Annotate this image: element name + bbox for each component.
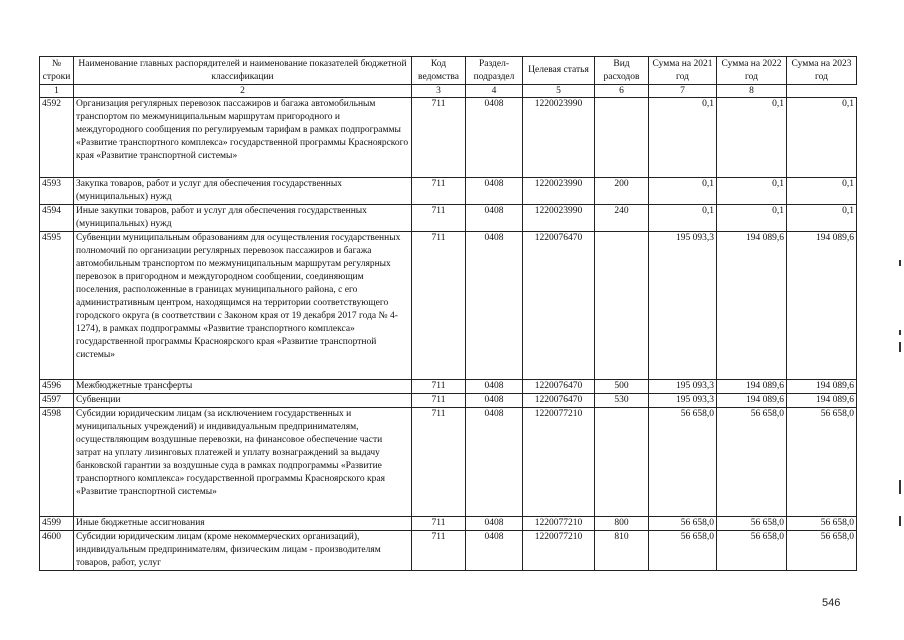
row-code: 711 xyxy=(412,98,466,178)
row-kind xyxy=(595,232,649,380)
row-code: 711 xyxy=(412,380,466,394)
column-number: 2 xyxy=(74,85,412,98)
row-section: 0408 xyxy=(466,205,523,232)
scan-mark xyxy=(899,330,901,335)
row-number: 4599 xyxy=(40,517,74,531)
row-number: 4595 xyxy=(40,232,74,380)
table-row xyxy=(40,232,857,380)
row-kind: 200 xyxy=(595,178,649,205)
row-code: 711 xyxy=(412,531,466,571)
row-sum-2023: 0,1 xyxy=(787,178,857,205)
row-sum-2021: 195 093,3 xyxy=(649,380,717,394)
column-number: 4 xyxy=(466,85,523,98)
row-sum-2022: 0,1 xyxy=(717,205,787,232)
row-number: 4600 xyxy=(40,531,74,571)
header-kind: Вид расходов xyxy=(595,57,649,85)
row-sum-2021: 195 093,3 xyxy=(649,232,717,380)
row-sum-2023: 0,1 xyxy=(787,98,857,178)
row-kind: 530 xyxy=(595,394,649,408)
row-sum-2023: 56 658,0 xyxy=(787,531,857,571)
row-name: Иные закупки товаров, работ и услуг для обеспечения государственных (муниципальных) нужд xyxy=(74,205,412,232)
row-sum-2021: 56 658,0 xyxy=(649,517,717,531)
row-sum-2021: 56 658,0 xyxy=(649,408,717,517)
row-sum-2022: 56 658,0 xyxy=(717,517,787,531)
row-target: 1220023990 xyxy=(523,178,595,205)
scan-mark xyxy=(899,480,901,494)
row-name: Организация регулярных перевозок пассажиров и багажа автомобильным транспортом по межмуниципальным маршрутам пригородного и междугородного сообщения по регулируемым тарифам в рамках подпрограммы «Развитие транспортного комплекса» государственной программы Красноярского края «Развитие транспортной системы» xyxy=(74,98,412,178)
row-sum-2023: 194 089,6 xyxy=(787,232,857,380)
row-target: 1220077210 xyxy=(523,408,595,517)
header-sum-2021: Сумма на 2021 год xyxy=(649,57,717,85)
column-number-row xyxy=(40,85,857,98)
row-sum-2022: 194 089,6 xyxy=(717,232,787,380)
row-sum-2023: 56 658,0 xyxy=(787,408,857,517)
row-name: Закупка товаров, работ и услуг для обеспечения государственных (муниципальных) нужд xyxy=(74,178,412,205)
row-number: 4593 xyxy=(40,178,74,205)
row-section: 0408 xyxy=(466,178,523,205)
row-target: 1220077210 xyxy=(523,517,595,531)
row-name: Иные бюджетные ассигнования xyxy=(74,517,412,531)
header-no: № строки xyxy=(40,57,74,85)
row-kind: 800 xyxy=(595,517,649,531)
column-number: 1 xyxy=(40,85,74,98)
row-sum-2022: 0,1 xyxy=(717,178,787,205)
scan-mark xyxy=(899,260,901,266)
row-code: 711 xyxy=(412,394,466,408)
row-number: 4598 xyxy=(40,408,74,517)
row-code: 711 xyxy=(412,205,466,232)
table-row xyxy=(40,178,857,205)
row-name: Субвенции xyxy=(74,394,412,408)
row-section: 0408 xyxy=(466,98,523,178)
row-target: 1220023990 xyxy=(523,98,595,178)
row-sum-2023: 0,1 xyxy=(787,205,857,232)
row-section: 0408 xyxy=(466,394,523,408)
row-sum-2022: 56 658,0 xyxy=(717,408,787,517)
row-sum-2022: 194 089,6 xyxy=(717,394,787,408)
column-number: 8 xyxy=(717,85,787,98)
row-code: 711 xyxy=(412,232,466,380)
row-number: 4592 xyxy=(40,98,74,178)
row-sum-2022: 194 089,6 xyxy=(717,380,787,394)
row-target: 1220023990 xyxy=(523,205,595,232)
budget-table xyxy=(39,56,857,571)
page-number: 546 xyxy=(822,597,841,609)
table-row xyxy=(40,408,857,517)
row-number: 4597 xyxy=(40,394,74,408)
row-code: 711 xyxy=(412,178,466,205)
row-kind xyxy=(595,408,649,517)
column-number: 7 xyxy=(649,85,717,98)
header-name: Наименование главных распорядителей и наименование показателей бюджетной классификации xyxy=(74,57,412,85)
row-section: 0408 xyxy=(466,531,523,571)
table-row xyxy=(40,98,857,178)
row-name: Межбюджетные трансферты xyxy=(74,380,412,394)
scan-mark xyxy=(899,516,901,526)
row-section: 0408 xyxy=(466,408,523,517)
row-kind: 240 xyxy=(595,205,649,232)
row-name: Субвенции муниципальным образованиям для осуществления государственных полномочий по организации регулярных перевозок пассажиров и багажа автомобильным транспортом по межмуниципальным маршрутам регулярных перевозок в пригородном и междугородном сообщении, соединяющим поселения, расположенные в границах муниципального района, с его административным центром, находящимся на территории соответствующего городского округа (в соответствии с Законом края от 19 декабря 2017 года № 4-1274), в рамках подпрограммы «Развитие транспортного комплекса» государственной программы Красноярского края «Развитие транспортной системы» xyxy=(74,232,412,380)
header-target: Целевая статья xyxy=(523,57,595,85)
row-target: 1220076470 xyxy=(523,232,595,380)
row-sum-2021: 0,1 xyxy=(649,98,717,178)
table-row xyxy=(40,517,857,531)
column-number: 6 xyxy=(595,85,649,98)
row-sum-2023: 56 658,0 xyxy=(787,517,857,531)
row-name: Субсидии юридическим лицам (за исключением государственных и муниципальных учреждений) и индивидуальным предпринимателям, осуществляющим воздушные перевозки, на финансовое обеспечение части затрат на уплату лизинговых платежей и уплату вознаграждений за выдачу банковской гарантии за воздушные суда в рамках подпрограммы «Развитие транспортного комплекса» государственной программы Красноярского края «Развитие транспортной системы» xyxy=(74,408,412,517)
row-section: 0408 xyxy=(466,517,523,531)
table-row xyxy=(40,205,857,232)
header-code: Код ведомства xyxy=(412,57,466,85)
header-section: Раздел-подраздел xyxy=(466,57,523,85)
row-kind xyxy=(595,98,649,178)
column-number: 5 xyxy=(523,85,595,98)
row-name: Субсидии юридическим лицам (кроме некоммерческих организаций), индивидуальным предпринимателям, физическим лицам - производителям товаров, работ, услуг xyxy=(74,531,412,571)
row-section: 0408 xyxy=(466,232,523,380)
header-sum-2023: Сумма на 2023 год xyxy=(787,57,857,85)
scan-mark xyxy=(899,342,901,352)
row-sum-2021: 0,1 xyxy=(649,205,717,232)
row-kind: 810 xyxy=(595,531,649,571)
row-sum-2022: 0,1 xyxy=(717,98,787,178)
row-kind: 500 xyxy=(595,380,649,394)
row-sum-2023: 194 089,6 xyxy=(787,380,857,394)
row-section: 0408 xyxy=(466,380,523,394)
row-number: 4594 xyxy=(40,205,74,232)
row-target: 1220077210 xyxy=(523,531,595,571)
header-row xyxy=(40,57,857,85)
row-code: 711 xyxy=(412,408,466,517)
row-sum-2022: 56 658,0 xyxy=(717,531,787,571)
row-sum-2021: 56 658,0 xyxy=(649,531,717,571)
header-sum-2022: Сумма на 2022 год xyxy=(717,57,787,85)
row-target: 1220076470 xyxy=(523,380,595,394)
row-sum-2021: 0,1 xyxy=(649,178,717,205)
row-target: 1220076470 xyxy=(523,394,595,408)
table-row xyxy=(40,531,857,571)
table-row xyxy=(40,394,857,408)
row-number: 4596 xyxy=(40,380,74,394)
column-number: 3 xyxy=(412,85,466,98)
row-sum-2021: 195 093,3 xyxy=(649,394,717,408)
row-sum-2023: 194 089,6 xyxy=(787,394,857,408)
table-row xyxy=(40,380,857,394)
row-code: 711 xyxy=(412,517,466,531)
